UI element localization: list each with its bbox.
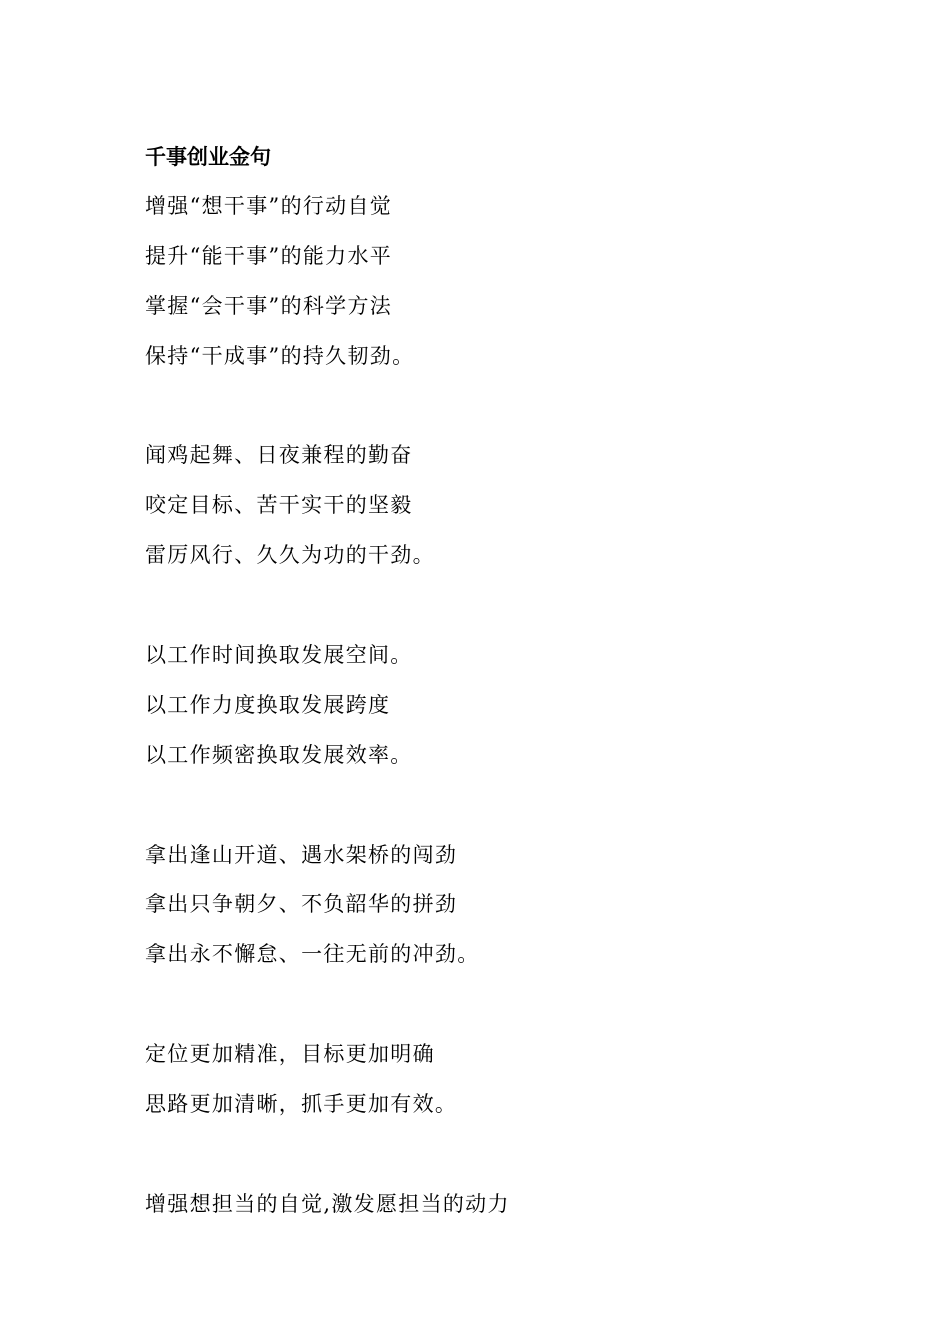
- blank-line: [145, 382, 845, 432]
- text-line: 提升“能干事”的能力水平: [145, 243, 393, 268]
- text-line: 增强想担当的自觉,激发愿担当的动力: [145, 1191, 510, 1216]
- stanza-6: [145, 1180, 845, 1230]
- blank-line: [145, 1130, 845, 1180]
- text-line: 拿出永不懈怠、一往无前的冲劲。: [145, 942, 480, 967]
- stanza-1: [145, 182, 845, 382]
- text-line: 拿出逢山开道、遇水架桥的闯劲: [145, 842, 458, 867]
- stanza-4: [145, 831, 845, 981]
- text-line: 以工作频密换取发展效率。: [145, 742, 413, 767]
- text-line: 定位更加精准，目标更加明确: [145, 1042, 435, 1067]
- stanza-3: [145, 631, 845, 781]
- text-line: 掌握“会干事”的科学方法: [145, 293, 393, 318]
- blank-line: [145, 781, 845, 831]
- text-line: 思路更加清晰，抓手更加有效。: [145, 1092, 458, 1117]
- blank-line: [145, 980, 845, 1030]
- stanza-5: [145, 1030, 845, 1130]
- text-line: 以工作时间换取发展空间。: [145, 643, 413, 668]
- stanza-2: [145, 431, 845, 581]
- text-line: 以工作力度换取发展跨度: [145, 692, 391, 717]
- text-line: 闻鸡起舞、日夜兼程的勤奋: [145, 443, 413, 468]
- text-line: 雷厉风行、久久为功的干劲。: [145, 543, 435, 568]
- document-title: 千事创业金句: [145, 145, 271, 169]
- blank-line: [145, 581, 845, 631]
- text-line: 保持“干成事”的持久韧劲。: [145, 343, 415, 368]
- text-line: 咬定目标、苦干实干的坚毅: [145, 493, 413, 518]
- text-line: 拿出只争朝夕、不负韶华的拼劲: [145, 892, 458, 917]
- document-body: [145, 132, 845, 1230]
- text-line: 增强“想干事”的行动自觉: [145, 194, 393, 218]
